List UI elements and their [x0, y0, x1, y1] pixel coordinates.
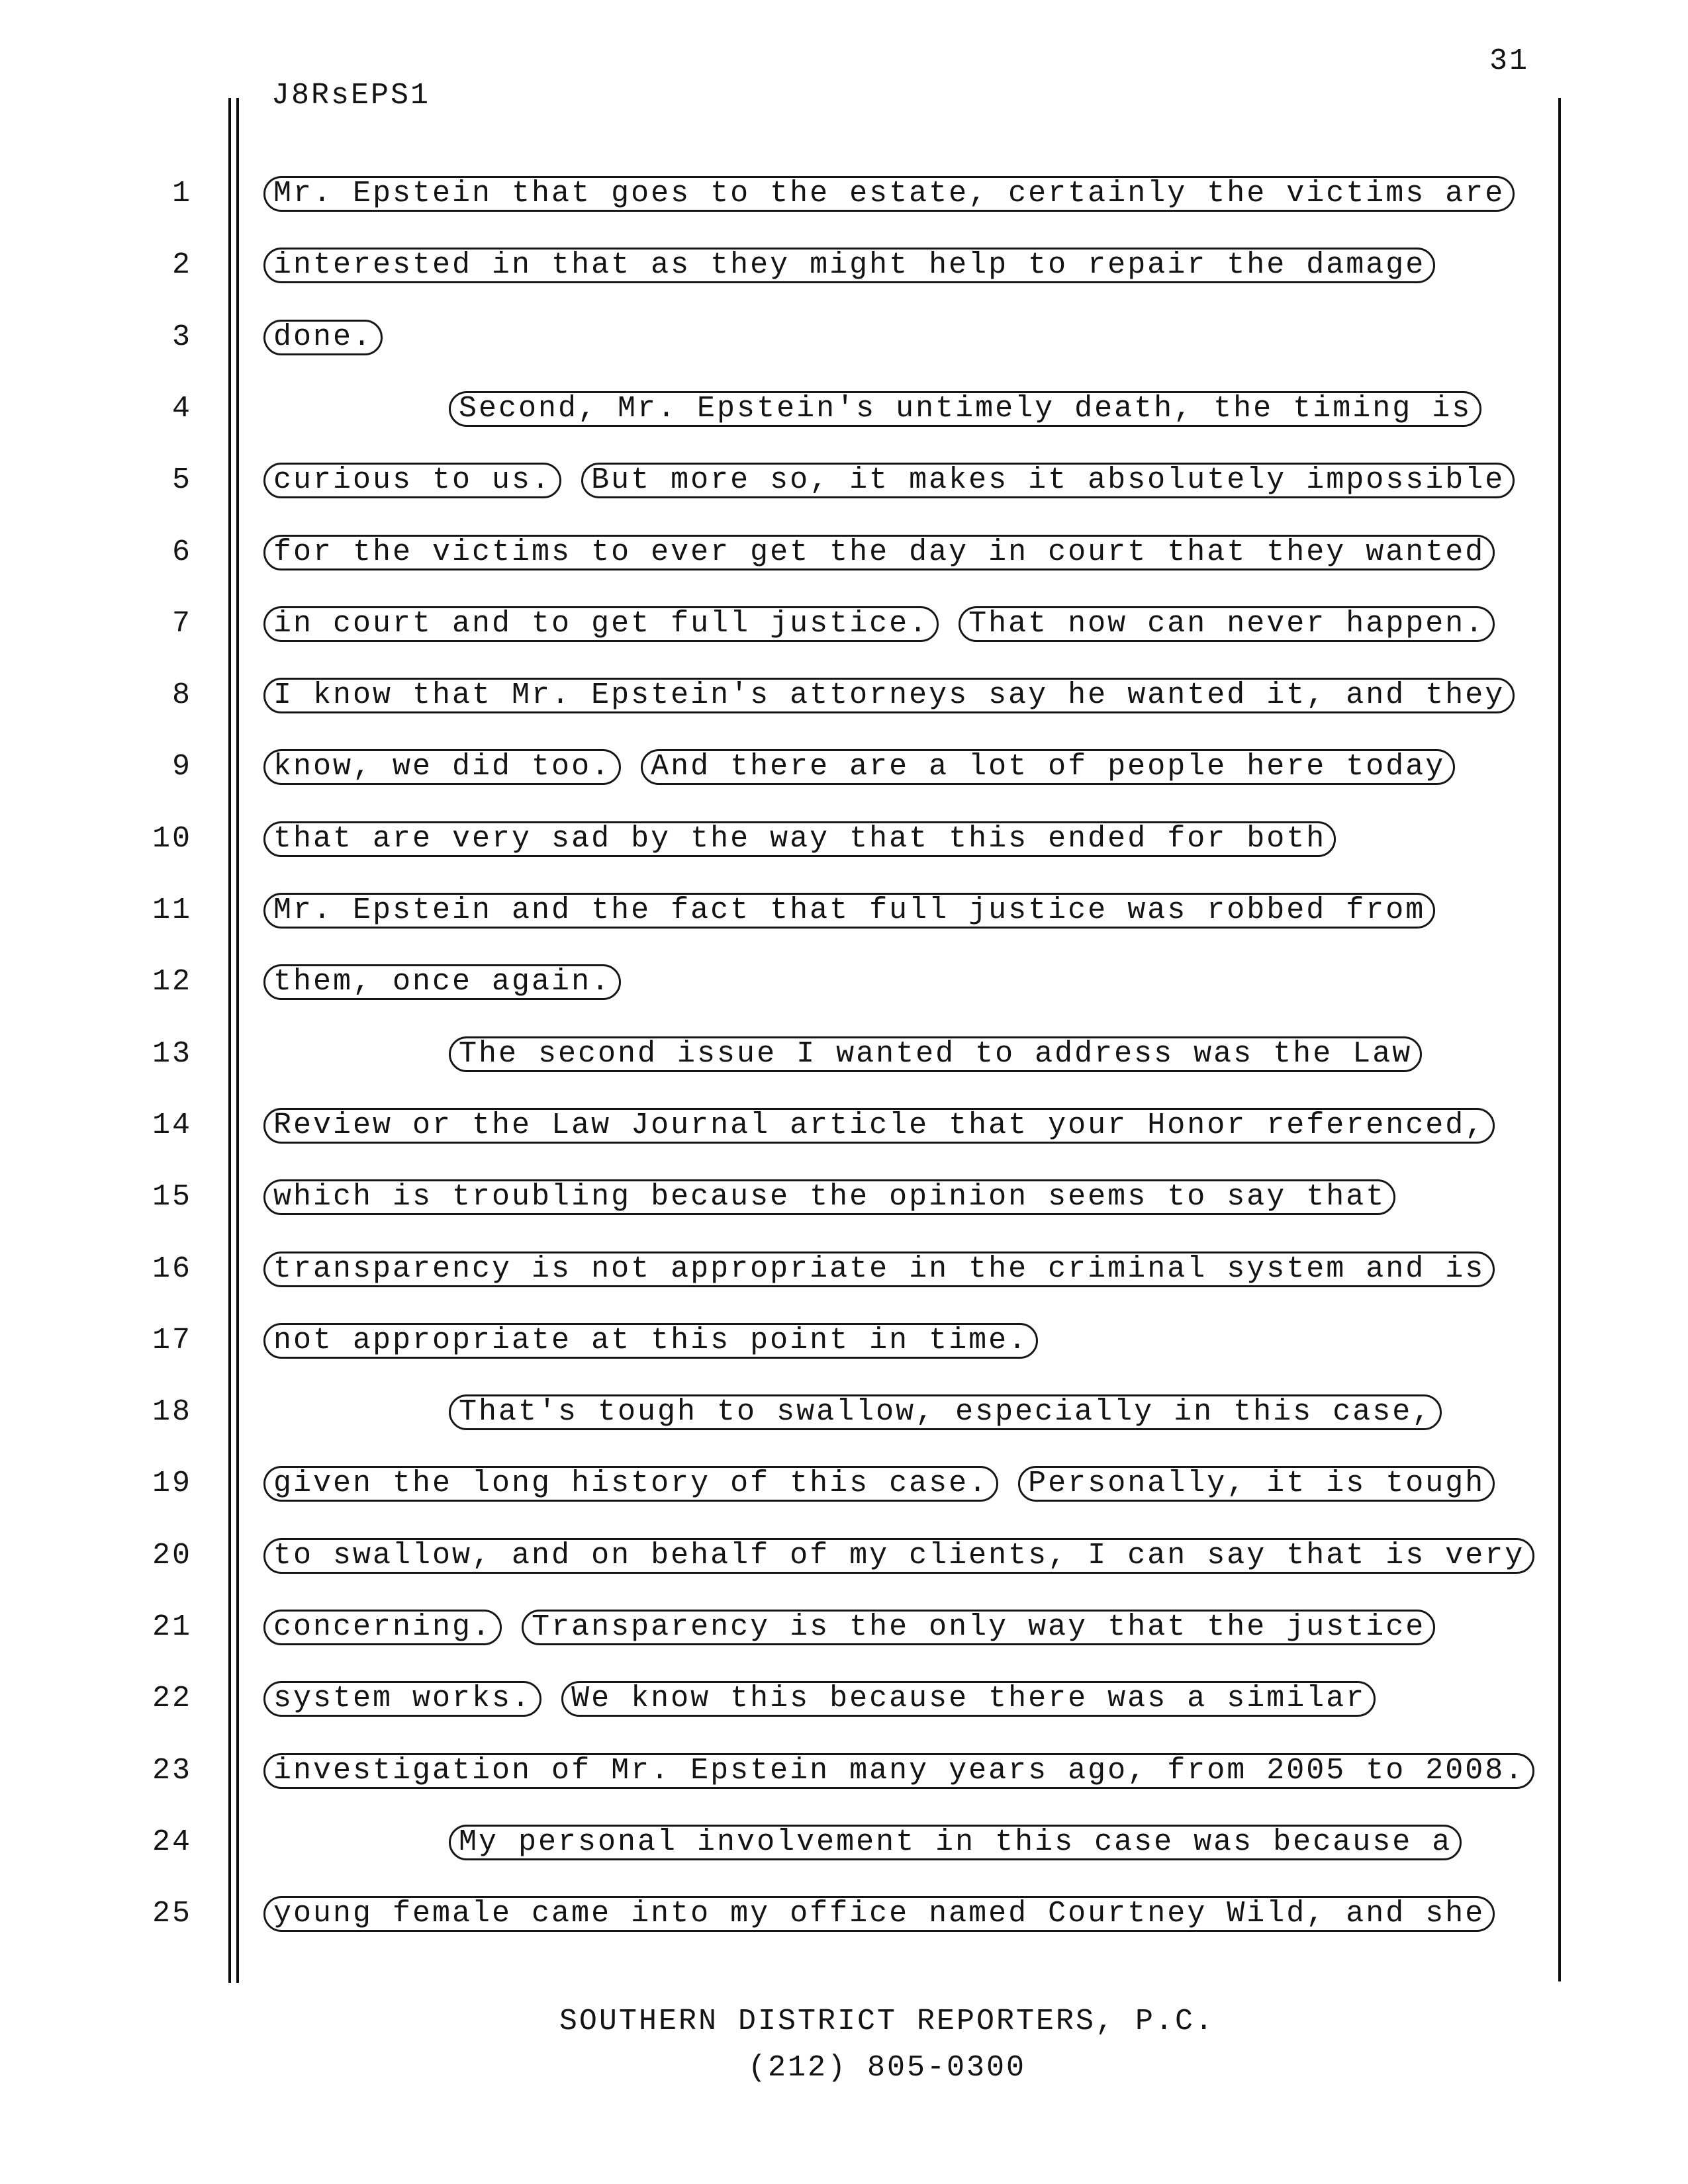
line-segment-box: I know that Mr. Epstein's attorneys say he wanted it, and they: [263, 678, 1515, 713]
transcript-line: [0, 176, 1688, 212]
line-content: [263, 1753, 1534, 1789]
line-segment-box: We know this because there was a similar: [561, 1681, 1376, 1717]
line-content: [263, 1251, 1495, 1287]
line-content: [263, 1538, 1534, 1574]
line-segment-box: for the victims to ever get the day in court that they wanted: [263, 535, 1495, 570]
line-content: [263, 1179, 1395, 1215]
line-segment-box: young female came into my office named Courtney Wild, and she: [263, 1896, 1495, 1932]
line-content: [263, 964, 621, 1000]
line-content: [263, 1394, 1442, 1430]
line-segment-box: given the long history of this case.: [263, 1466, 998, 1502]
line-content: [263, 463, 1515, 498]
transcript-line: [0, 606, 1688, 642]
line-segment-box: concerning.: [263, 1610, 502, 1645]
line-content: [263, 320, 383, 355]
line-content: [263, 1036, 1422, 1072]
line-number: 23: [152, 1754, 192, 1788]
transcript-line: [0, 1323, 1688, 1359]
line-number: 13: [152, 1037, 192, 1071]
transcript-line: [0, 1681, 1688, 1717]
line-number: 6: [171, 535, 192, 569]
transcript-line: [0, 391, 1688, 427]
line-content: [263, 1896, 1495, 1932]
line-segment-box: in court and to get full justice.: [263, 606, 939, 642]
line-content: [263, 1323, 1038, 1359]
line-segment-box: interested in that as they might help to repair the damage: [263, 248, 1435, 283]
line-content: [263, 1681, 1376, 1717]
transcript-id: J8RsEPS1: [271, 79, 431, 113]
line-content: [263, 391, 1481, 427]
line-content: [263, 749, 1455, 785]
line-segment-box: transparency is not appropriate in the criminal system and is: [263, 1251, 1495, 1287]
line-segment-box: The second issue I wanted to address was the Law: [449, 1036, 1422, 1072]
line-content: [263, 1466, 1495, 1502]
line-number: 8: [171, 678, 192, 712]
line-number: 12: [152, 965, 192, 999]
transcript-line: [0, 1394, 1688, 1430]
transcript-line: [0, 1825, 1688, 1860]
transcript-line: [0, 1610, 1688, 1645]
transcript-line: [0, 893, 1688, 929]
line-content: [263, 176, 1515, 212]
line-segment-box: that are very sad by the way that this ended for both: [263, 821, 1336, 857]
line-number: 21: [152, 1610, 192, 1644]
line-segment-box: to swallow, and on behalf of my clients, I can say that is very: [263, 1538, 1534, 1574]
line-segment-box: Mr. Epstein that goes to the estate, certainly the victims are: [263, 176, 1515, 212]
transcript-line: [0, 1108, 1688, 1144]
transcript-line: [0, 1896, 1688, 1932]
line-segment-box: know, we did too.: [263, 749, 621, 785]
line-segment-box: which is troubling because the opinion seems to say that: [263, 1179, 1395, 1215]
line-content: [263, 606, 1495, 642]
line-number: 17: [152, 1324, 192, 1357]
line-content: [263, 535, 1495, 570]
transcript-line: [0, 320, 1688, 355]
line-segment-box: done.: [263, 320, 383, 355]
line-content: [263, 1108, 1495, 1144]
line-segment-box: Second, Mr. Epstein's untimely death, the timing is: [449, 391, 1481, 427]
line-content: [263, 821, 1336, 857]
line-number: 10: [152, 822, 192, 856]
line-segment-box: Mr. Epstein and the fact that full justice was robbed from: [263, 893, 1435, 929]
line-segment-box: curious to us.: [263, 463, 561, 498]
line-segment-box: investigation of Mr. Epstein many years ago, from 2005 to 2008.: [263, 1753, 1534, 1789]
line-content: [263, 893, 1435, 929]
transcript-line: [0, 463, 1688, 498]
line-number: 7: [171, 607, 192, 641]
line-number: 22: [152, 1682, 192, 1715]
line-segment-box: My personal involvement in this case was because a: [449, 1825, 1462, 1860]
line-segment-box: them, once again.: [263, 964, 621, 1000]
transcript-line: [0, 535, 1688, 570]
transcript-line: [0, 1466, 1688, 1502]
line-segment-box: Transparency is the only way that the justice: [522, 1610, 1435, 1645]
transcript-line: [0, 1538, 1688, 1574]
line-content: [263, 1610, 1435, 1645]
line-segment-box: Personally, it is tough: [1018, 1466, 1495, 1502]
transcript-line: [0, 248, 1688, 283]
line-segment-box: And there are a lot of people here today: [641, 749, 1455, 785]
line-number: 25: [152, 1897, 192, 1931]
line-segment-box: That's tough to swallow, especially in this case,: [449, 1394, 1442, 1430]
line-segment-box: Review or the Law Journal article that your Honor referenced,: [263, 1108, 1495, 1144]
line-segment-box: That now can never happen.: [959, 606, 1495, 642]
line-number: 24: [152, 1825, 192, 1859]
line-number: 14: [152, 1109, 192, 1142]
line-content: [263, 1825, 1462, 1860]
line-number: 19: [152, 1467, 192, 1500]
line-number: 9: [171, 750, 192, 784]
transcript-line: [0, 964, 1688, 1000]
line-content: [263, 678, 1515, 713]
transcript-line: [0, 1179, 1688, 1215]
footer-organization: SOUTHERN DISTRICT REPORTERS, P.C.: [559, 2005, 1215, 2038]
line-number: 5: [171, 463, 192, 497]
line-number: 16: [152, 1252, 192, 1286]
line-number: 4: [171, 392, 192, 426]
line-number: 15: [152, 1180, 192, 1214]
transcript-line: [0, 1036, 1688, 1072]
transcript-line: [0, 821, 1688, 857]
transcript-line: [0, 678, 1688, 713]
line-segment-box: system works.: [263, 1681, 541, 1717]
footer-phone: (212) 805-0300: [747, 2051, 1027, 2085]
line-segment-box: not appropriate at this point in time.: [263, 1323, 1038, 1359]
line-number: 18: [152, 1395, 192, 1429]
line-number: 2: [171, 248, 192, 282]
transcript-line: [0, 1251, 1688, 1287]
line-number: 1: [171, 177, 192, 210]
transcript-line: [0, 749, 1688, 785]
line-number: 11: [152, 893, 192, 927]
line-segment-box: But more so, it makes it absolutely impossible: [581, 463, 1515, 498]
line-content: [263, 248, 1435, 283]
line-number: 3: [171, 320, 192, 354]
line-number: 20: [152, 1539, 192, 1572]
transcript-line: [0, 1753, 1688, 1789]
page-number: 31: [1489, 44, 1529, 78]
